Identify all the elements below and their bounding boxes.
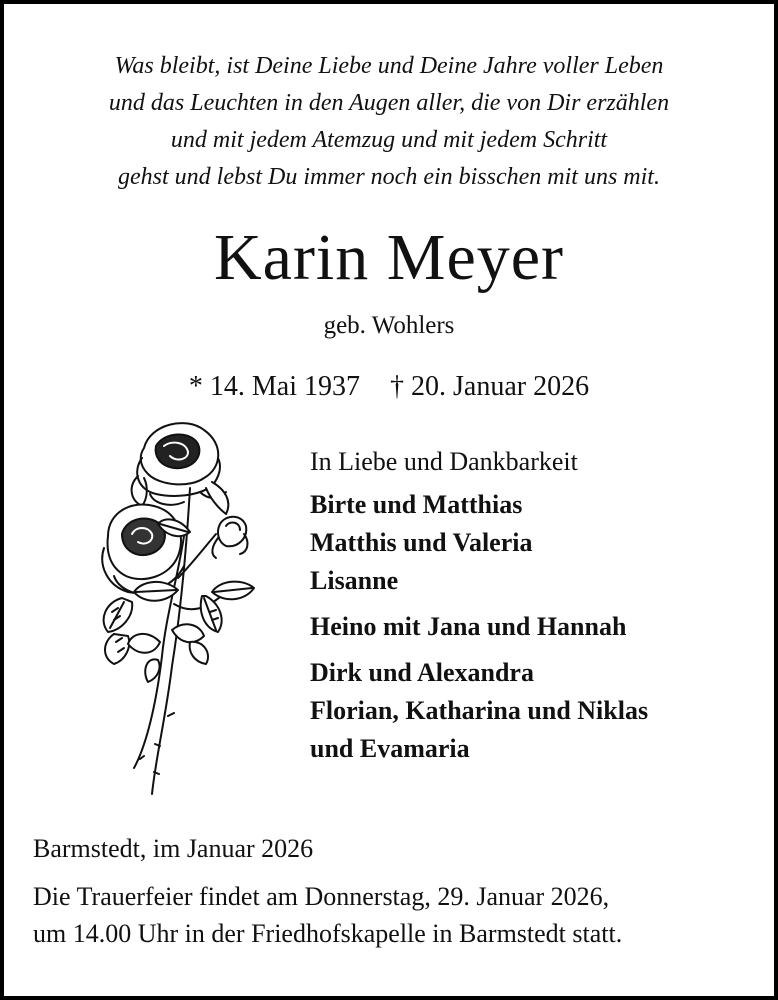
rose-icon <box>94 416 274 800</box>
family-group <box>310 608 648 646</box>
family-line: Dirk und Alexandra <box>310 658 534 687</box>
deceased-name: Karin Meyer <box>213 221 565 294</box>
death-date: † 20. Januar 2026 <box>390 371 590 402</box>
family-line: Matthis und Valeria <box>310 528 533 557</box>
poem-line: und mit jedem Atemzug und mit jedem Schritt <box>170 127 608 153</box>
birth-date: * 14. Mai 1937 <box>188 371 361 402</box>
memorial-poem <box>4 48 774 196</box>
place-date: Barmstedt, im Januar 2026 <box>33 834 314 863</box>
family-group <box>310 486 648 600</box>
family-line: Florian, Katharina und Niklas <box>310 696 649 725</box>
funeral-service-info <box>33 878 622 952</box>
life-dates <box>4 370 774 404</box>
service-line: Die Trauerfeier findet am Donnerstag, 29. Januar 2026, <box>33 882 610 911</box>
poem-line: gehst und lebst Du immer noch ein bisschen mit uns mit. <box>118 164 660 190</box>
family-line: Heino mit Jana und Hannah <box>310 612 627 641</box>
family-line: und Evamaria <box>310 734 470 763</box>
poem-line: Was bleibt, ist Deine Liebe und Deine Jahre voller Leben <box>114 53 664 79</box>
family-line: Birte und Matthias <box>310 490 523 519</box>
family-line: Lisanne <box>310 566 399 595</box>
service-line: um 14.00 Uhr in der Friedhofskapelle in Barmstedt statt. <box>33 919 623 948</box>
poem-line: und das Leuchten in den Augen aller, die von Dir erzählen <box>108 90 670 116</box>
maiden-name: geb. Wohlers <box>323 312 455 339</box>
family-intro: In Liebe und Dankbarkeit <box>310 447 578 476</box>
family-group <box>310 654 648 768</box>
family-signatures <box>310 444 648 776</box>
